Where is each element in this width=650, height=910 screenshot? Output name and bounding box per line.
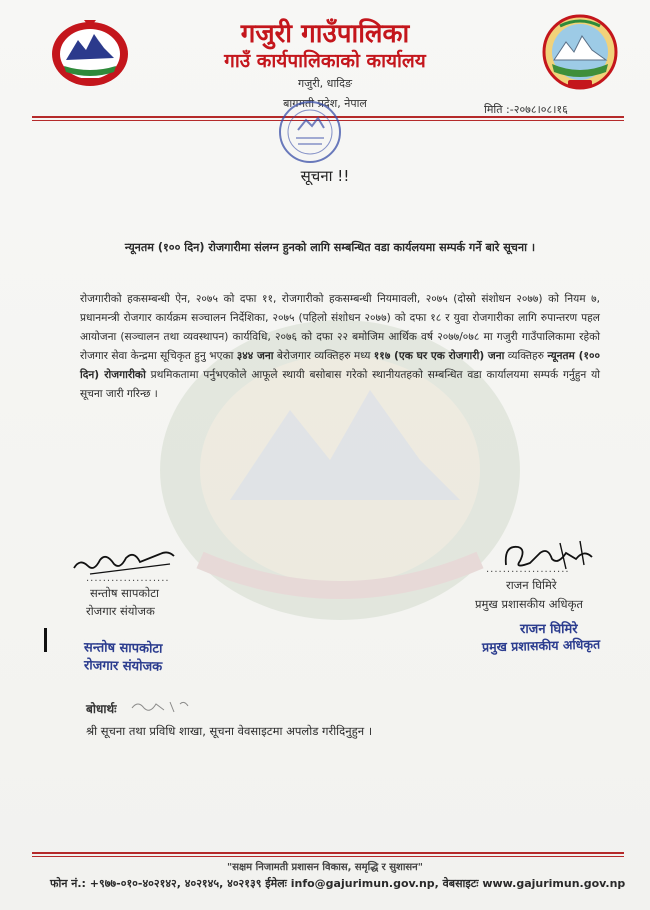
body-bold-min-days: न्यूनतम (१०० दिन) रोजगारीको	[80, 350, 600, 381]
margin-mark	[44, 628, 47, 652]
signature-line-right: ....................	[486, 564, 570, 575]
notice-heading: सूचना !!	[300, 167, 350, 185]
stamp-right-name: राजन घिमिरे	[520, 622, 578, 637]
notice-body	[80, 290, 600, 404]
signature-line-left: ....................	[86, 573, 170, 584]
notice-subject: न्यूनतम (१०० दिन) रोजगारीमा संलग्न हुनको लागि सम्बन्धित वडा कार्यलयमा सम्पर्क गर्ने बारे सूचना ।	[124, 241, 536, 254]
body-bold-count: ३४४ जना	[236, 350, 274, 362]
stamp-left-name: सन्तोष सापकोटा	[83, 640, 163, 657]
body-bold-selected: ११७ (एक घर एक रोजगारी) जना	[373, 350, 505, 362]
body-text-1: रोजगारीको हकसम्बन्धी ऐन, २०७५ को दफा ११, रोजगारीको हकसम्बन्धी नियमावली, २०७५ (दोस्रो संशोधन २०७७) को नियम ७, प्रधानमन्त्री रोजगार कार्यक्रम सञ्चालन निर्देशिका, २०७५ (पहिलो संशोधन २०७७) को दफा १८ र युवा रोजगारीका लागि रुपान्तरण पहल आयोजना (सञ्चालन तथा व्यवस्थापन) कार्यविधि, २०७६ को दफा २२ बमोजिम आर्थिक वर्ष २०७७/०७८ मा गजुरी गाउँपालिकामा रहेको रोजगार सेवा केन्द्रमा सूचिकृत हुनु भएका	[80, 293, 600, 362]
footer-contact: फोन नं.: +९७७-०१०-४०२१४२, ४०२१४५, ४०२१३९ ईमेलः info@gajurimun.gov.np, वेबसाइटः www.gajurimun.gov.np	[50, 877, 626, 890]
stamp-right-role: प्रमुख प्रशासकीय अधिकृत	[481, 636, 601, 655]
body-text-2: बेरोजगार व्यक्तिहरु मध्य	[273, 350, 374, 362]
address-line-2: बागमती प्रदेश, नेपाल	[283, 97, 367, 110]
office-title: गजुरी गाउँपालिका	[240, 19, 410, 49]
signatory-right-role: प्रमुख प्रशासकीय अधिकृत	[475, 597, 583, 611]
cc-recipient: श्री सूचना तथा प्रविधि शाखा, सूचना वेवसाइटमा अपलोड गरीदिनुहुन ।	[86, 724, 373, 738]
body-text-4: प्रथमिकतामा पर्नुभएकोले आफूले स्थायी बसोबास गरेको स्थानीयतहको सम्बन्धित वडा कार्यालयमा सम्पर्क गर्नुहुन यो सूचना जारी गरिन्छ ।	[80, 369, 600, 400]
signatory-left-role: रोजगार संयोजक	[86, 604, 155, 618]
signatory-left-name: सन्तोष सापकोटा	[90, 586, 160, 600]
cc-label: बोधार्थः	[86, 702, 117, 716]
office-seal-icon	[270, 92, 350, 172]
signatory-right-name: राजन घिमिरे	[506, 578, 557, 592]
body-text-3: व्यक्तिहरु	[504, 350, 548, 362]
stamp-left-role: रोजगार संयोजक	[83, 658, 163, 675]
address-line-1: गजुरी, धादिङ	[297, 77, 352, 90]
footer-motto: "सक्षम निजामती प्रशासन विकास, समृद्धि र सुशासन"	[227, 862, 423, 873]
footer-rule-thin	[32, 856, 624, 857]
letter-date: मिति :-२०७८।०८।१६	[484, 103, 568, 116]
footer-rule	[32, 852, 624, 854]
cc-scribble-icon	[130, 696, 190, 716]
office-subtitle: गाउँ कार्यपालिकाको कार्यालय	[224, 50, 426, 72]
